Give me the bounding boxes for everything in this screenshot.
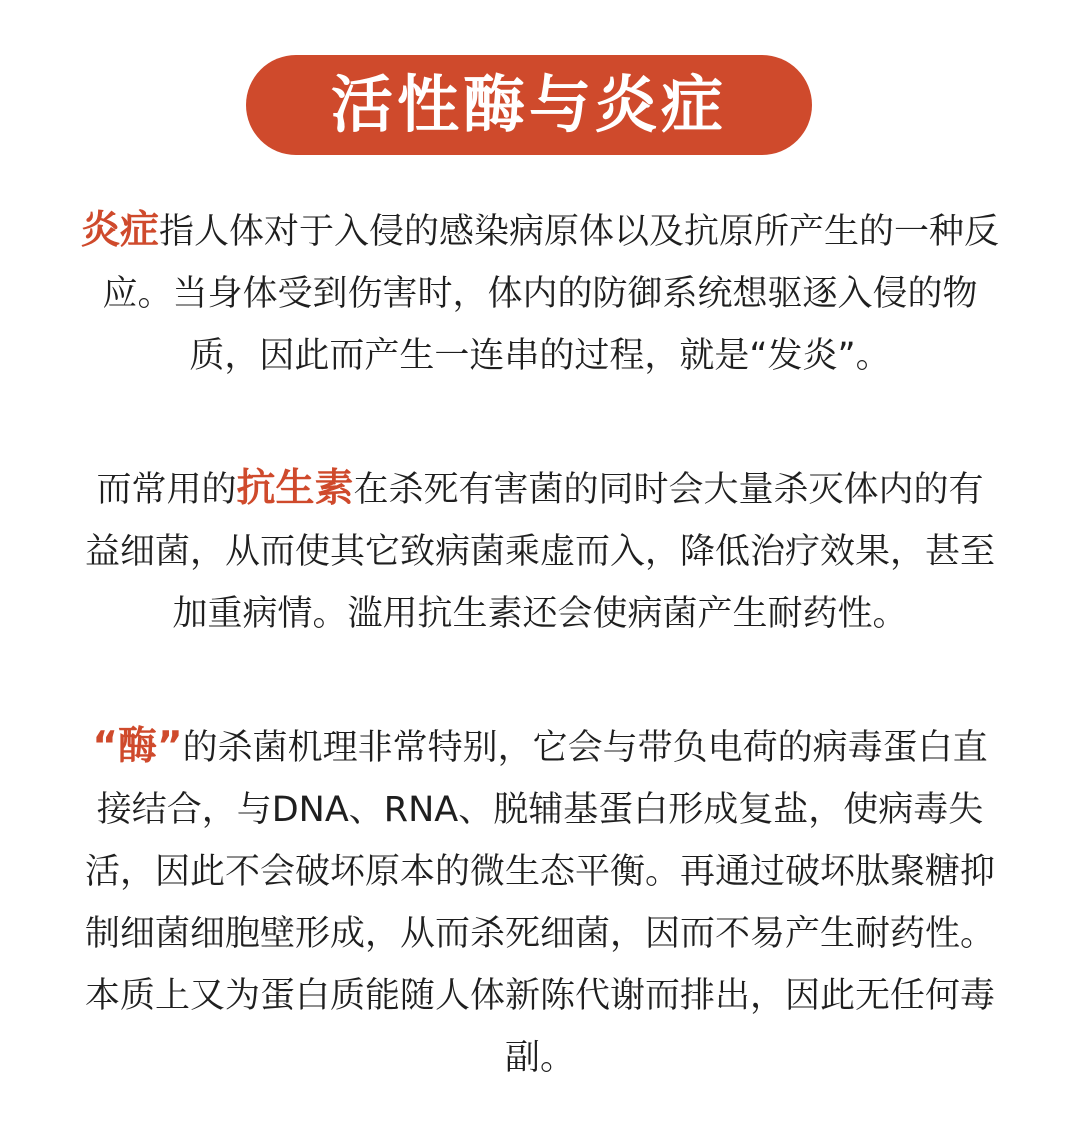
highlight-inflammation: 炎症 bbox=[80, 208, 159, 253]
paragraph-enzyme bbox=[80, 716, 1000, 1089]
paragraph-lead-text: 而常用的 bbox=[96, 470, 237, 510]
highlight-antibiotics: 抗生素 bbox=[236, 466, 354, 511]
title-banner bbox=[246, 55, 812, 155]
paragraph-text: 的杀菌机理非常特别，它会与带负电荷的病毒蛋白直接结合，与DNA、RNA、脱辅基蛋白形成复盐，使病毒失活，因此不会破坏原本的微生态平衡。再通过破坏肽聚糖抑制细菌细胞壁形成，从而杀死细菌，因而不易产生耐药性。本质上又为蛋白质能随人体新陈代谢而排出，因此无任何毒副。 bbox=[84, 728, 995, 1078]
paragraph-text: 指人体对于入侵的感染病原体以及抗原所产生的一种反应。当身体受到伤害时，体内的防御系统想驱逐入侵的物质，因此而产生一连串的过程，就是“发炎”。 bbox=[102, 212, 1000, 376]
paragraph-inflammation bbox=[80, 200, 1000, 387]
paragraph-text: 在杀死有害菌的同时会大量杀灭体内的有益细菌，从而使其它致病菌乘虚而入，降低治疗效果，甚至加重病情。滥用抗生素还会使病菌产生耐药性。 bbox=[84, 470, 995, 634]
highlight-enzyme: “酶” bbox=[92, 724, 183, 769]
page-title: 活性酶与炎症 bbox=[330, 68, 727, 141]
paragraph-antibiotics bbox=[80, 458, 1000, 645]
